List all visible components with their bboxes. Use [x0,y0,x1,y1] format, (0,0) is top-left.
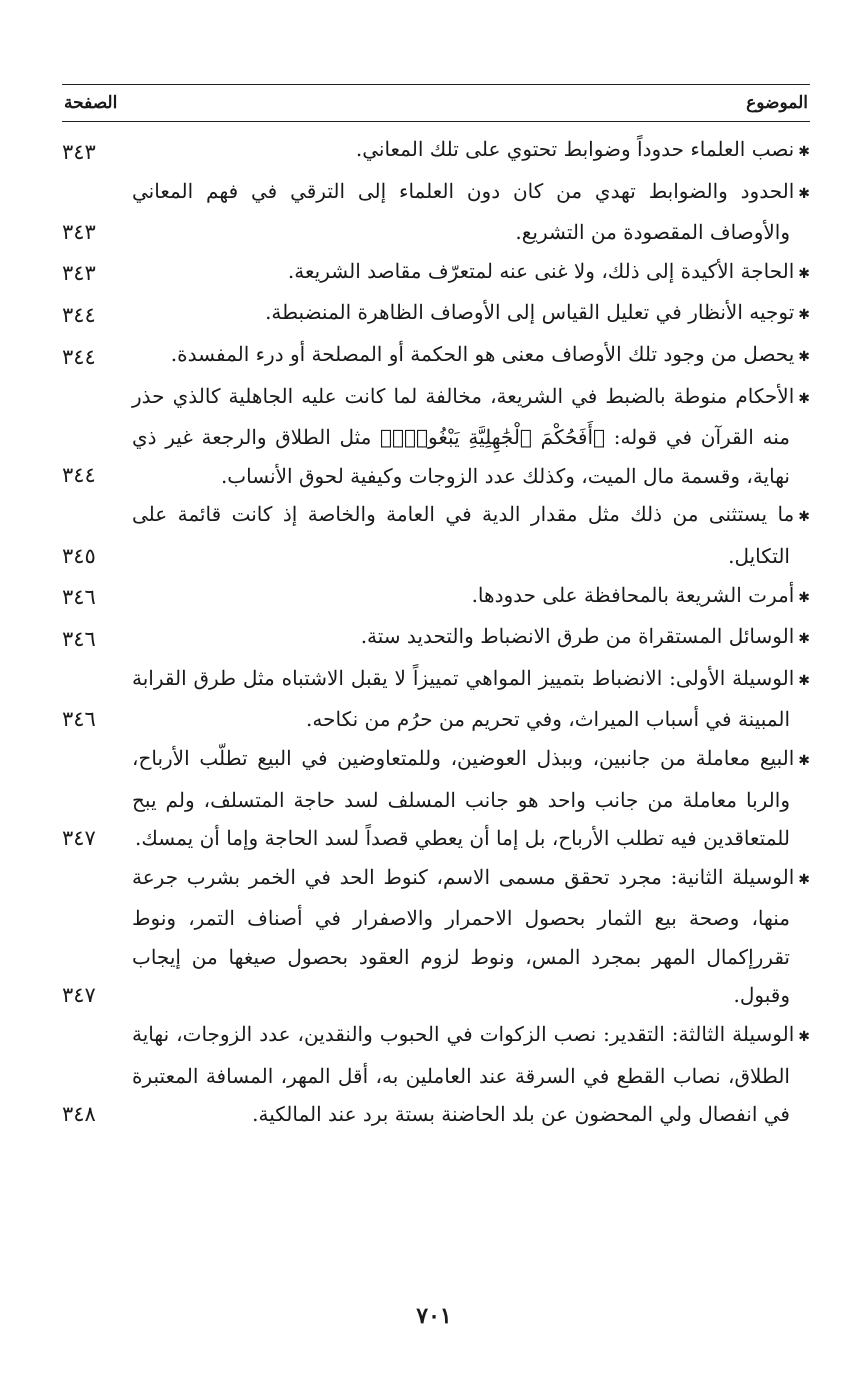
entry-page-number: ٣٤٣ [62,261,96,286]
entry-topic: الحدود والضوابط تهدي من كان دون العلماء إلى الترقي في فهم المعاني والأوصاف المقصودة من التشريع. [132,178,795,245]
index-entry [62,617,810,659]
entry-topic: أمرت الشريعة بالمحافظة على حدودها. [471,582,795,607]
index-entry [62,1015,810,1134]
entry-page-number: ٣٤٨ [62,1101,96,1126]
entry-topic: الوسيلة الثالثة: التقدير: نصب الزكوات في الحبوب والنقدين، عدد الزوجات، نهاية الطلاق، نصاب القطع في السرقة عند العاملين به، أقل المهر، المسافة المعتبرة في انفصال ولي المحضون عن بلد الحاضنة بستة برد عند المالكية. [132,1022,795,1127]
entry-text [132,377,810,496]
index-entries [62,130,810,1134]
bullet-star-icon: ✱ [798,871,810,888]
entry-topic: يحصل من وجود تلك الأوصاف معنى هو الحكمة أو المصلحة أو درء المفسدة. [170,341,795,366]
index-entry [62,739,810,858]
index-entry [62,495,810,575]
entry-page-number: ٣٤٧ [62,983,96,1008]
index-entry [62,858,810,1015]
entry-text [132,739,810,858]
index-entry [62,335,810,377]
entry-topic: الوسيلة الثانية: مجرد تحقق مسمى الاسم، كنوط الحد في الخمر بشرب جرعة منها، وصحة بيع الثمار بحصول الاحمرار والاصفرار في أصناف التمر، ونوط تقررإكمال المهر بمجرد المس، ونوط لزوم العقود بحصول صيغها من إيجاب وقبول. [132,864,795,1008]
entry-topic: الأحكام منوطة بالضبط في الشريعة، مخالفة لما كانت عليه الجاهلية كالذي حذر منه القرآن في قوله: ﴿أَفَحُكْمَ ٱلْجَٰهِلِيَّةِ يَبْغُونَۚ﴾ مثل الطلاق والرجعة غير ذي نهاية، وقسمة مال الميت، وكذلك عدد الزوجات وكيفية لحوق الأنساب. [132,383,795,488]
entry-text [132,617,810,659]
index-entry [62,377,810,496]
bullet-star-icon: ✱ [798,185,810,202]
bullet-star-icon: ✱ [798,390,810,407]
bullet-star-icon: ✱ [798,265,810,282]
entry-text [132,495,810,575]
entry-topic: البيع معاملة من جانبين، وببذل العوضين، وللمتعاوضين في البيع تطلّب الأرباح، والربا معاملة من جانب واحد هو جانب المسلف لسد حاجة المتسلف، ولم يبح للمتعاقدين فيه تطلب الأرباح، بل إما أن يعطي قصداً لسد الحاجة وإما أن يمسك. [132,745,795,851]
page-column-label: الصفحة [64,93,118,113]
index-entry [62,130,810,172]
entry-text [132,335,810,377]
entry-topic: الوسيلة الأولى: الانضباط بتمييز المواهي تمييزاً لا يقبل الاشتباه مثل طرق القرابة المبينة في أسباب الميراث، وفي تحريم من حرُم من نكاحه. [132,665,795,732]
entry-page-number: ٣٤٦ [62,585,96,610]
entry-page-number: ٣٤٥ [62,543,96,568]
entry-page-number: ٣٤٦ [62,626,96,651]
entry-page-number: ٣٤٤ [62,463,96,488]
bullet-star-icon: ✱ [798,1029,810,1046]
bullet-star-icon: ✱ [798,509,810,526]
entry-text [132,858,810,1015]
entry-topic: توجيه الأنظار في تعليل القياس إلى الأوصاف الظاهرة المنضبطة. [265,300,795,325]
entry-text [132,130,810,172]
entry-page-number: ٣٤٧ [62,825,96,850]
index-page [62,84,810,1134]
index-entry [62,576,810,618]
entry-text [132,1015,810,1134]
entry-page-number: ٣٤٣ [62,219,96,244]
entry-text [132,659,810,739]
entry-page-number: ٣٤٣ [62,139,96,164]
bullet-star-icon: ✱ [798,144,810,160]
entry-topic: نصب العلماء حدوداً وضوابط تحتوي على تلك المعاني. [355,137,795,161]
index-entry [62,659,810,739]
bullet-star-icon: ✱ [798,589,810,606]
bullet-star-icon: ✱ [798,672,810,689]
bullet-star-icon: ✱ [798,307,810,324]
index-entry [62,293,810,335]
entry-text [132,172,810,252]
entry-text [132,252,810,294]
entry-page-number: ٣٤٤ [62,344,96,369]
bullet-star-icon: ✱ [798,348,810,365]
bullet-star-icon: ✱ [798,752,810,769]
entry-text [132,576,810,618]
index-entry [62,252,810,294]
entry-text [132,293,810,335]
index-entry [62,172,810,252]
entry-topic: الحاجة الأكيدة إلى ذلك، ولا غنى عنه لمتعرّف مقاصد الشريعة. [287,258,795,283]
entry-page-number: ٣٤٤ [62,302,96,327]
entry-page-number: ٣٤٦ [62,706,96,731]
index-header [62,85,810,122]
page-number: ٧٠١ [416,1303,452,1329]
topic-column-label: الموضوع [746,93,808,113]
entry-topic: الوسائل المستقراة من طرق الانضباط والتحديد ستة. [360,624,795,649]
entry-topic: ما يستثنى من ذلك مثل مقدار الدية في العامة والخاصة إذ كانت قائمة على التكايل. [132,502,795,568]
bullet-star-icon: ✱ [798,631,810,648]
